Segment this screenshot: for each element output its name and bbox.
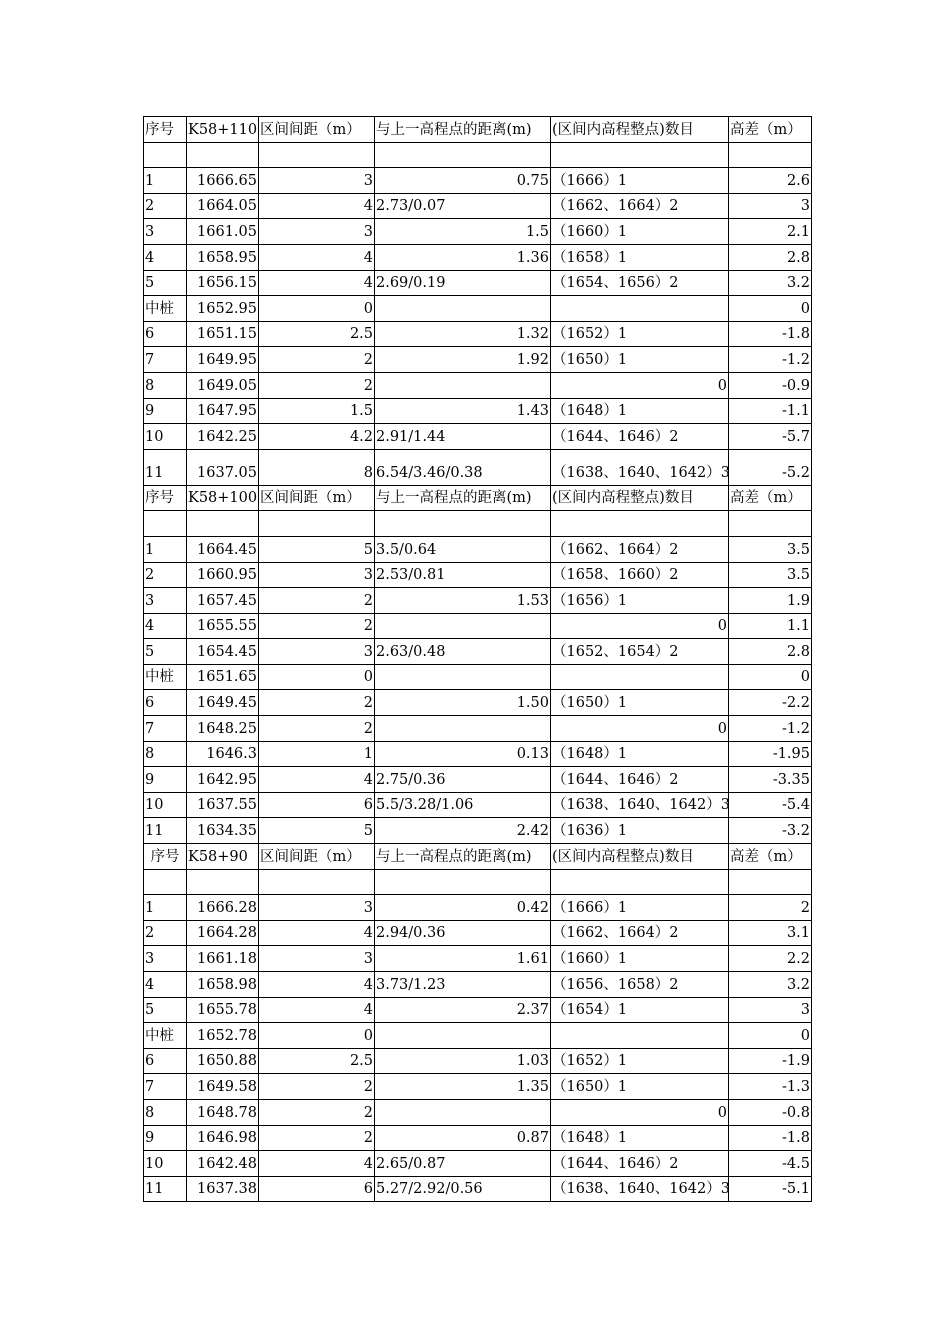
table-row xyxy=(144,895,812,921)
spacing-cell: 2.5 xyxy=(259,321,375,347)
blank-cell xyxy=(375,869,551,895)
seq-cell: 8 xyxy=(144,741,187,767)
count-cell: （1638、1640、1642）3 xyxy=(551,792,729,818)
spacing-cell: 4 xyxy=(259,972,375,998)
elevation-cell: 1658.95 xyxy=(187,244,259,270)
distance-cell: 2.42 xyxy=(375,818,551,844)
table-row xyxy=(144,347,812,373)
distance-cell: 0.13 xyxy=(375,741,551,767)
spacing-cell: 0 xyxy=(259,1023,375,1049)
height-diff-cell: -1.2 xyxy=(729,716,812,742)
count-cell: （1662、1664）2 xyxy=(551,920,729,946)
height-diff-cell: -5.2 xyxy=(729,449,812,485)
height-diff-cell: 2.8 xyxy=(729,639,812,665)
seq-cell: 10 xyxy=(144,792,187,818)
table-row xyxy=(144,588,812,614)
blank-cell xyxy=(375,511,551,537)
elevation-cell: 1647.95 xyxy=(187,398,259,424)
distance-cell: 2.63/0.48 xyxy=(375,639,551,665)
count-cell: （1638、1640、1642）3 xyxy=(551,449,729,485)
spacing-cell: 0 xyxy=(259,664,375,690)
spacing-cell: 2 xyxy=(259,1099,375,1125)
height-diff-cell: -2.2 xyxy=(729,690,812,716)
blank-row xyxy=(144,511,812,537)
elevation-cell: 1655.55 xyxy=(187,613,259,639)
count-cell: 0 xyxy=(551,613,729,639)
count-cell: 0 xyxy=(551,716,729,742)
elevation-cell: 1648.25 xyxy=(187,716,259,742)
spacing-cell: 1.5 xyxy=(259,398,375,424)
height-diff-cell: -5.4 xyxy=(729,792,812,818)
count-cell xyxy=(551,296,729,322)
elevation-cell: 1664.05 xyxy=(187,193,259,219)
distance-cell: 2.53/0.81 xyxy=(375,562,551,588)
spacing-cell: 3 xyxy=(259,219,375,245)
distance-cell xyxy=(375,664,551,690)
elevation-table-body xyxy=(144,117,812,1202)
distance-cell: 1.35 xyxy=(375,1074,551,1100)
seq-cell: 中桩 xyxy=(144,1023,187,1049)
table-row xyxy=(144,1099,812,1125)
blank-cell xyxy=(144,511,187,537)
distance-cell: 1.03 xyxy=(375,1048,551,1074)
seq-cell: 11 xyxy=(144,818,187,844)
spacing-cell: 3 xyxy=(259,895,375,921)
header-cell-distance-cell: 与上一高程点的距离(m) xyxy=(375,844,551,870)
elevation-cell: 1661.18 xyxy=(187,946,259,972)
spacing-cell: 2 xyxy=(259,347,375,373)
elevation-cell: 1657.45 xyxy=(187,588,259,614)
height-diff-cell: -5.7 xyxy=(729,424,812,450)
distance-cell: 2.75/0.36 xyxy=(375,767,551,793)
table-row xyxy=(144,449,812,485)
count-cell: （1658、1660）2 xyxy=(551,562,729,588)
seq-cell: 1 xyxy=(144,536,187,562)
blank-cell xyxy=(144,869,187,895)
spacing-cell: 4 xyxy=(259,1151,375,1177)
table-row xyxy=(144,613,812,639)
table-row xyxy=(144,664,812,690)
seq-cell: 4 xyxy=(144,244,187,270)
blank-cell xyxy=(144,142,187,168)
count-cell: （1644、1646）2 xyxy=(551,1151,729,1177)
seq-cell: 5 xyxy=(144,639,187,665)
table-row xyxy=(144,792,812,818)
seq-cell: 1 xyxy=(144,168,187,194)
seq-cell: 中桩 xyxy=(144,664,187,690)
elevation-cell: 1651.65 xyxy=(187,664,259,690)
header-cell-distance-cell: 与上一高程点的距离(m) xyxy=(375,117,551,143)
spacing-cell: 4 xyxy=(259,920,375,946)
blank-cell xyxy=(259,142,375,168)
table-row xyxy=(144,424,812,450)
seq-cell: 9 xyxy=(144,1125,187,1151)
distance-cell xyxy=(375,372,551,398)
table-row xyxy=(144,1074,812,1100)
distance-cell: 5.5/3.28/1.06 xyxy=(375,792,551,818)
table-row xyxy=(144,1176,812,1202)
seq-cell: 1 xyxy=(144,895,187,921)
seq-cell: 3 xyxy=(144,588,187,614)
distance-cell: 1.32 xyxy=(375,321,551,347)
blank-cell xyxy=(187,511,259,537)
height-diff-cell: -0.9 xyxy=(729,372,812,398)
distance-cell: 1.61 xyxy=(375,946,551,972)
table-row xyxy=(144,1048,812,1074)
height-diff-cell: 2.6 xyxy=(729,168,812,194)
height-diff-cell: -0.8 xyxy=(729,1099,812,1125)
spacing-cell: 2 xyxy=(259,690,375,716)
elevation-cell: 1652.78 xyxy=(187,1023,259,1049)
elevation-table xyxy=(143,116,812,1202)
table-row xyxy=(144,997,812,1023)
seq-cell: 9 xyxy=(144,398,187,424)
count-cell: （1656）1 xyxy=(551,588,729,614)
elevation-cell: 1649.58 xyxy=(187,1074,259,1100)
elevation-cell: 1646.98 xyxy=(187,1125,259,1151)
height-diff-cell: 3.2 xyxy=(729,270,812,296)
count-cell: （1656、1658）2 xyxy=(551,972,729,998)
height-diff-cell: -4.5 xyxy=(729,1151,812,1177)
seq-cell: 3 xyxy=(144,946,187,972)
table-row xyxy=(144,972,812,998)
elevation-cell: 1655.78 xyxy=(187,997,259,1023)
height-diff-cell: -5.1 xyxy=(729,1176,812,1202)
elevation-cell: 1649.05 xyxy=(187,372,259,398)
distance-cell: 1.43 xyxy=(375,398,551,424)
header-cell-spacing-cell: 区间间距（m） xyxy=(259,485,375,511)
spacing-cell: 0 xyxy=(259,296,375,322)
distance-cell: 1.5 xyxy=(375,219,551,245)
count-cell: （1638、1640、1642）3 xyxy=(551,1176,729,1202)
table-row xyxy=(144,270,812,296)
header-cell-count-cell: (区间内高程整点)数目 xyxy=(551,117,729,143)
table-row xyxy=(144,321,812,347)
count-cell xyxy=(551,664,729,690)
height-diff-cell: -1.95 xyxy=(729,741,812,767)
seq-cell: 9 xyxy=(144,767,187,793)
distance-cell: 1.92 xyxy=(375,347,551,373)
table-row xyxy=(144,741,812,767)
header-cell-spacing-cell: 区间间距（m） xyxy=(259,117,375,143)
seq-cell: 3 xyxy=(144,219,187,245)
spacing-cell: 2 xyxy=(259,613,375,639)
count-cell: 0 xyxy=(551,372,729,398)
spacing-cell: 4 xyxy=(259,270,375,296)
seq-cell: 2 xyxy=(144,562,187,588)
count-cell: （1666）1 xyxy=(551,895,729,921)
distance-cell: 2.37 xyxy=(375,997,551,1023)
blank-cell xyxy=(729,142,812,168)
height-diff-cell: -3.35 xyxy=(729,767,812,793)
elevation-cell: 1661.05 xyxy=(187,219,259,245)
count-cell: （1652）1 xyxy=(551,321,729,347)
seq-cell: 6 xyxy=(144,690,187,716)
count-cell: （1662、1664）2 xyxy=(551,193,729,219)
seq-cell: 5 xyxy=(144,270,187,296)
header-cell-seq-cell: 序号 xyxy=(144,117,187,143)
table-row xyxy=(144,1151,812,1177)
header-cell-spacing-cell: 区间间距（m） xyxy=(259,844,375,870)
count-cell: （1662、1664）2 xyxy=(551,536,729,562)
table-row xyxy=(144,244,812,270)
seq-cell: 中桩 xyxy=(144,296,187,322)
distance-cell: 1.53 xyxy=(375,588,551,614)
blank-cell xyxy=(187,142,259,168)
header-cell-elevation-cell: K58+90 xyxy=(187,844,259,870)
height-diff-cell: -1.1 xyxy=(729,398,812,424)
count-cell: 0 xyxy=(551,1099,729,1125)
elevation-cell: 1649.95 xyxy=(187,347,259,373)
elevation-cell: 1646.3 xyxy=(187,741,259,767)
seq-cell: 6 xyxy=(144,1048,187,1074)
table-row xyxy=(144,562,812,588)
height-diff-cell: 1.1 xyxy=(729,613,812,639)
table-row xyxy=(144,946,812,972)
elevation-cell: 1642.25 xyxy=(187,424,259,450)
count-cell: （1660）1 xyxy=(551,219,729,245)
height-diff-cell: 2.8 xyxy=(729,244,812,270)
distance-cell xyxy=(375,716,551,742)
elevation-cell: 1637.55 xyxy=(187,792,259,818)
height-diff-cell: -1.2 xyxy=(729,347,812,373)
count-cell: （1654）1 xyxy=(551,997,729,1023)
height-diff-cell: 0 xyxy=(729,296,812,322)
distance-cell: 0.42 xyxy=(375,895,551,921)
spacing-cell: 3 xyxy=(259,639,375,665)
table-row xyxy=(144,1023,812,1049)
elevation-cell: 1666.65 xyxy=(187,168,259,194)
seq-cell: 2 xyxy=(144,920,187,946)
spacing-cell: 4 xyxy=(259,767,375,793)
height-diff-cell: 3 xyxy=(729,997,812,1023)
spacing-cell: 2 xyxy=(259,1074,375,1100)
height-diff-cell: -3.2 xyxy=(729,818,812,844)
table-row xyxy=(144,716,812,742)
seq-cell: 7 xyxy=(144,716,187,742)
count-cell: （1658）1 xyxy=(551,244,729,270)
spacing-cell: 3 xyxy=(259,168,375,194)
elevation-cell: 1654.45 xyxy=(187,639,259,665)
blank-cell xyxy=(551,869,729,895)
count-cell: （1644、1646）2 xyxy=(551,767,729,793)
spacing-cell: 2 xyxy=(259,716,375,742)
seq-cell: 4 xyxy=(144,613,187,639)
elevation-cell: 1642.48 xyxy=(187,1151,259,1177)
header-cell-height-diff-cell: 高差（m） xyxy=(729,844,812,870)
count-cell: （1666）1 xyxy=(551,168,729,194)
spacing-cell: 3 xyxy=(259,562,375,588)
table-row xyxy=(144,690,812,716)
distance-cell: 1.36 xyxy=(375,244,551,270)
seq-cell: 11 xyxy=(144,1176,187,1202)
count-cell: （1648）1 xyxy=(551,1125,729,1151)
count-cell: （1636）1 xyxy=(551,818,729,844)
seq-cell: 8 xyxy=(144,372,187,398)
height-diff-cell: 0 xyxy=(729,1023,812,1049)
header-row xyxy=(144,485,812,511)
height-diff-cell: 3 xyxy=(729,193,812,219)
table-row xyxy=(144,398,812,424)
distance-cell xyxy=(375,1099,551,1125)
count-cell: （1648）1 xyxy=(551,741,729,767)
blank-cell xyxy=(187,869,259,895)
count-cell: （1648）1 xyxy=(551,398,729,424)
spacing-cell: 2 xyxy=(259,588,375,614)
table-row xyxy=(144,639,812,665)
distance-cell xyxy=(375,1023,551,1049)
count-cell: （1652）1 xyxy=(551,1048,729,1074)
elevation-cell: 1652.95 xyxy=(187,296,259,322)
spacing-cell: 4 xyxy=(259,244,375,270)
count-cell: （1650）1 xyxy=(551,690,729,716)
seq-cell: 4 xyxy=(144,972,187,998)
seq-cell: 6 xyxy=(144,321,187,347)
spacing-cell: 4.2 xyxy=(259,424,375,450)
elevation-cell: 1637.38 xyxy=(187,1176,259,1202)
table-row xyxy=(144,219,812,245)
height-diff-cell: 0 xyxy=(729,664,812,690)
distance-cell: 3.73/1.23 xyxy=(375,972,551,998)
seq-cell: 11 xyxy=(144,449,187,485)
elevation-cell: 1656.15 xyxy=(187,270,259,296)
header-cell-seq-cell: 序号 xyxy=(144,844,187,870)
distance-cell: 0.87 xyxy=(375,1125,551,1151)
header-cell-count-cell: (区间内高程整点)数目 xyxy=(551,485,729,511)
table-row xyxy=(144,372,812,398)
spacing-cell: 5 xyxy=(259,536,375,562)
header-cell-elevation-cell: K58+110 xyxy=(187,117,259,143)
distance-cell: 1.50 xyxy=(375,690,551,716)
spacing-cell: 2.5 xyxy=(259,1048,375,1074)
spacing-cell: 6 xyxy=(259,1176,375,1202)
elevation-cell: 1664.45 xyxy=(187,536,259,562)
table-row xyxy=(144,818,812,844)
count-cell xyxy=(551,1023,729,1049)
spacing-cell: 2 xyxy=(259,1125,375,1151)
header-cell-height-diff-cell: 高差（m） xyxy=(729,117,812,143)
header-cell-elevation-cell: K58+100 xyxy=(187,485,259,511)
count-cell: （1652、1654）2 xyxy=(551,639,729,665)
table-row xyxy=(144,193,812,219)
seq-cell: 2 xyxy=(144,193,187,219)
height-diff-cell: 3.5 xyxy=(729,536,812,562)
header-row xyxy=(144,117,812,143)
blank-cell xyxy=(729,511,812,537)
distance-cell: 5.27/2.92/0.56 xyxy=(375,1176,551,1202)
spacing-cell: 1 xyxy=(259,741,375,767)
height-diff-cell: 2.2 xyxy=(729,946,812,972)
distance-cell: 2.94/0.36 xyxy=(375,920,551,946)
spacing-cell: 4 xyxy=(259,997,375,1023)
height-diff-cell: 3.2 xyxy=(729,972,812,998)
spacing-cell: 4 xyxy=(259,193,375,219)
header-cell-count-cell: (区间内高程整点)数目 xyxy=(551,844,729,870)
count-cell: （1644、1646）2 xyxy=(551,424,729,450)
distance-cell xyxy=(375,613,551,639)
elevation-cell: 1637.05 xyxy=(187,449,259,485)
distance-cell xyxy=(375,296,551,322)
height-diff-cell: -1.9 xyxy=(729,1048,812,1074)
count-cell: （1650）1 xyxy=(551,347,729,373)
distance-cell: 6.54/3.46/0.38 xyxy=(375,449,551,485)
blank-cell xyxy=(551,142,729,168)
elevation-cell: 1650.88 xyxy=(187,1048,259,1074)
seq-cell: 10 xyxy=(144,1151,187,1177)
height-diff-cell: -1.3 xyxy=(729,1074,812,1100)
elevation-cell: 1634.35 xyxy=(187,818,259,844)
spacing-cell: 5 xyxy=(259,818,375,844)
blank-cell xyxy=(259,511,375,537)
table-row xyxy=(144,168,812,194)
spacing-cell: 3 xyxy=(259,946,375,972)
seq-cell: 7 xyxy=(144,1074,187,1100)
distance-cell: 2.69/0.19 xyxy=(375,270,551,296)
blank-cell xyxy=(551,511,729,537)
header-cell-distance-cell: 与上一高程点的距离(m) xyxy=(375,485,551,511)
height-diff-cell: 3.1 xyxy=(729,920,812,946)
elevation-cell: 1648.78 xyxy=(187,1099,259,1125)
elevation-cell: 1666.28 xyxy=(187,895,259,921)
height-diff-cell: 2.1 xyxy=(729,219,812,245)
seq-cell: 10 xyxy=(144,424,187,450)
blank-row xyxy=(144,142,812,168)
height-diff-cell: 1.9 xyxy=(729,588,812,614)
header-row xyxy=(144,844,812,870)
table-row xyxy=(144,536,812,562)
height-diff-cell: -1.8 xyxy=(729,321,812,347)
elevation-cell: 1649.45 xyxy=(187,690,259,716)
count-cell: （1660）1 xyxy=(551,946,729,972)
blank-cell xyxy=(375,142,551,168)
table-row xyxy=(144,920,812,946)
blank-cell xyxy=(729,869,812,895)
distance-cell: 2.65/0.87 xyxy=(375,1151,551,1177)
header-cell-seq-cell: 序号 xyxy=(144,485,187,511)
seq-cell: 5 xyxy=(144,997,187,1023)
table-row xyxy=(144,1125,812,1151)
elevation-cell: 1651.15 xyxy=(187,321,259,347)
spacing-cell: 6 xyxy=(259,792,375,818)
blank-cell xyxy=(259,869,375,895)
height-diff-cell: 2 xyxy=(729,895,812,921)
elevation-cell: 1660.95 xyxy=(187,562,259,588)
spacing-cell: 8 xyxy=(259,449,375,485)
blank-row xyxy=(144,869,812,895)
distance-cell: 2.73/0.07 xyxy=(375,193,551,219)
seq-cell: 7 xyxy=(144,347,187,373)
table-row xyxy=(144,767,812,793)
count-cell: （1654、1656）2 xyxy=(551,270,729,296)
distance-cell: 3.5/0.64 xyxy=(375,536,551,562)
header-cell-height-diff-cell: 高差（m） xyxy=(729,485,812,511)
height-diff-cell: -1.8 xyxy=(729,1125,812,1151)
count-cell: （1650）1 xyxy=(551,1074,729,1100)
distance-cell: 0.75 xyxy=(375,168,551,194)
distance-cell: 2.91/1.44 xyxy=(375,424,551,450)
height-diff-cell: 3.5 xyxy=(729,562,812,588)
seq-cell: 8 xyxy=(144,1099,187,1125)
elevation-cell: 1642.95 xyxy=(187,767,259,793)
spacing-cell: 2 xyxy=(259,372,375,398)
table-row xyxy=(144,296,812,322)
elevation-cell: 1658.98 xyxy=(187,972,259,998)
elevation-cell: 1664.28 xyxy=(187,920,259,946)
